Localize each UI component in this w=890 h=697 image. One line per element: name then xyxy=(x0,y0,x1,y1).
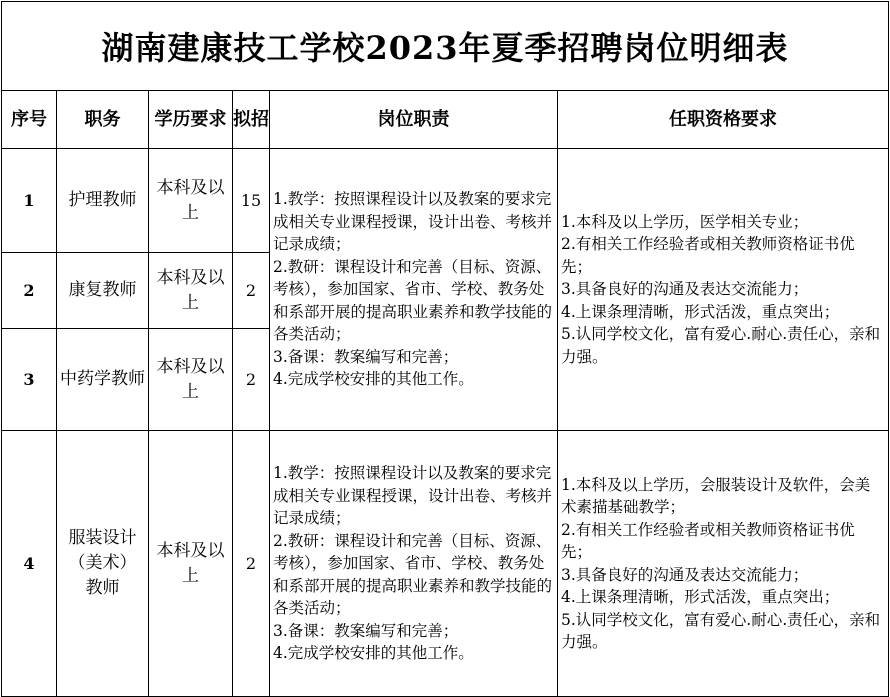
row-position: 护理教师 xyxy=(57,149,149,253)
requirements-cell-group1 xyxy=(558,149,889,431)
row-count: 2 xyxy=(233,329,270,431)
row-index: 1 xyxy=(2,149,57,253)
duty-line: 4.完成学校安排的其他工作。 xyxy=(273,644,474,663)
duty-line: 4.完成学校安排的其他工作。 xyxy=(273,370,474,389)
row-education: 本科及以上 xyxy=(149,329,233,431)
requirement-line: 2.有相关工作经验者或相关教师资格证书优先； xyxy=(561,520,855,561)
requirement-line: 5.认同学校文化，富有爱心.耐心.责任心，亲和力强。 xyxy=(561,325,881,366)
requirement-line: 4.上课条理清晰，形式活泼，重点突出； xyxy=(561,302,840,321)
row-count: 2 xyxy=(233,431,270,697)
header-index: 序号 xyxy=(2,91,57,149)
header-count: 拟招 xyxy=(233,91,270,149)
duties-cell-group1 xyxy=(270,149,558,431)
header-education: 学历要求 xyxy=(149,91,233,149)
requirement-line: 3.具备良好的沟通及表达交流能力； xyxy=(561,280,809,299)
requirement-line: 3.具备良好的沟通及表达交流能力； xyxy=(561,565,809,584)
requirement-line: 2.有相关工作经验者或相关教师资格证书优先； xyxy=(561,235,855,276)
requirement-line: 5.认同学校文化，富有爱心.耐心.责任心，亲和力强。 xyxy=(561,610,881,651)
row-count: 15 xyxy=(233,149,270,253)
header-row xyxy=(2,91,889,149)
table-row xyxy=(2,431,889,697)
row-index: 2 xyxy=(2,253,57,329)
row-index: 3 xyxy=(2,329,57,431)
row-education: 本科及以上 xyxy=(149,431,233,697)
recruitment-table xyxy=(1,1,889,697)
header-requirements: 任职资格要求 xyxy=(558,91,889,149)
table-row xyxy=(2,149,889,253)
row-position: 中药学教师 xyxy=(57,329,149,431)
requirements-cell-group2 xyxy=(558,431,889,697)
duty-line: 1.教学：按照课程设计以及教案的要求完成相关专业课程授课，设计出卷、考核并记录成绩； xyxy=(273,190,553,254)
row-position: 服装设计（美术）教师 xyxy=(57,431,149,697)
duty-line: 1.教学：按照课程设计以及教案的要求完成相关专业课程授课，设计出卷、考核并记录成绩； xyxy=(273,464,553,528)
duty-line: 3.备课：教案编写和完善； xyxy=(273,347,459,366)
header-position: 职务 xyxy=(57,91,149,149)
requirement-line: 1.本科及以上学历，会服装设计及软件，会美术素描基础教学； xyxy=(561,475,871,516)
row-education: 本科及以上 xyxy=(149,149,233,253)
duty-line: 3.备课：教案编写和完善； xyxy=(273,621,459,640)
duty-line: 2.教研：课程设计和完善（目标、资源、考核），参加国家、省市、学校、教务处和系部开展的提高职业素养和教学技能的各类活动； xyxy=(273,531,553,618)
row-index: 4 xyxy=(2,431,57,697)
duties-cell-group2 xyxy=(270,431,558,697)
header-duties: 岗位职责 xyxy=(270,91,558,149)
row-position: 康复教师 xyxy=(57,253,149,329)
page-title: 湖南建康技工学校2023年夏季招聘岗位明细表 xyxy=(2,2,889,91)
requirement-line: 1.本科及以上学历，医学相关专业； xyxy=(561,212,809,231)
duty-line: 2.教研：课程设计和完善（目标、资源、考核），参加国家、省市、学校、教务处和系部开展的提高职业素养和教学技能的各类活动； xyxy=(273,257,553,344)
requirement-line: 4.上课条理清晰，形式活泼，重点突出； xyxy=(561,588,840,606)
row-count: 2 xyxy=(233,253,270,329)
row-education: 本科及以上 xyxy=(149,253,233,329)
